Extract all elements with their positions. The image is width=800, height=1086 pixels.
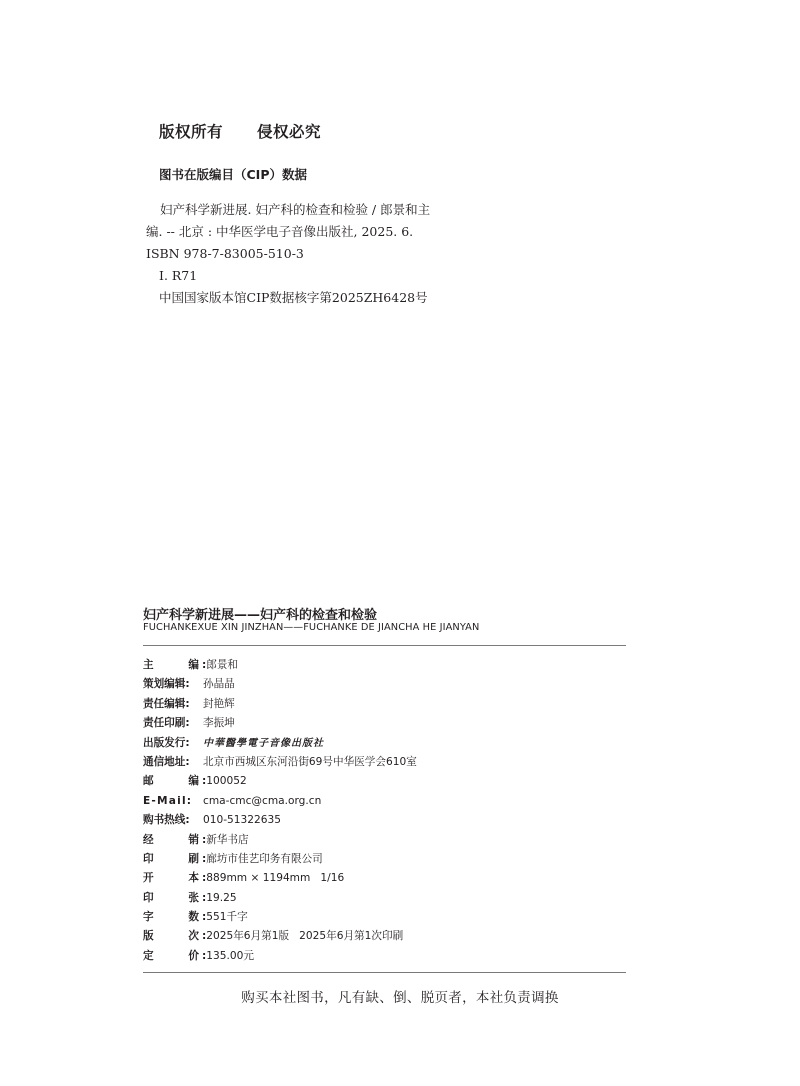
info-row-resp-editor	[143, 695, 626, 714]
defect-exchange-notice: 购买本社图书，凡有缺、倒、脱页者，本社负责调换	[241, 990, 559, 1006]
info-row-resp-print	[143, 714, 626, 733]
info-label: 邮 编	[143, 775, 199, 788]
info-value: 李振坤	[203, 717, 235, 730]
info-label: 字 数	[143, 911, 199, 924]
info-label: 印 张	[143, 891, 199, 904]
info-value: 2025年6月第1版 2025年6月第1次印刷	[206, 930, 404, 943]
info-row-planning	[143, 675, 626, 694]
info-row-edition: 版 次 : 2025年6月第1版 2025年6月第1次印刷	[143, 927, 626, 946]
info-row-price: 定 价 : 135.00元	[143, 947, 626, 966]
info-value: 北京市西城区东河沿街69号中华医学会610室	[203, 755, 417, 768]
info-label: 出版发行:	[143, 736, 190, 749]
info-row-format: 开 本 : 889mm × 1194mm 1/16	[143, 869, 626, 888]
divider-bottom	[143, 972, 626, 973]
info-row-address	[143, 753, 626, 772]
cip-line: Ⅰ. R71	[159, 268, 198, 283]
info-label: 定 价	[143, 949, 199, 962]
info-value: 19.25	[206, 891, 237, 904]
info-label: 责任印刷:	[143, 717, 190, 730]
info-label: 策划编辑:	[143, 678, 190, 691]
info-value: 889mm × 1194mm 1/16	[206, 872, 345, 885]
info-value: 551千字	[206, 911, 248, 924]
info-row-sheets: 印 张 : 19.25	[143, 889, 626, 908]
publisher-calligraphy-logo: 中華醫學電子音像出版社	[203, 737, 324, 749]
divider-top	[143, 645, 626, 646]
info-value: 100052	[206, 775, 247, 788]
info-row-hotline	[143, 811, 626, 830]
info-row-publisher	[143, 734, 626, 753]
info-label: 开 本	[143, 872, 199, 885]
cip-line: 妇产科学新进展. 妇产科的检查和检验 / 郎景和主	[160, 202, 431, 217]
copyright-notice	[159, 120, 321, 142]
info-label: E-Mail:	[143, 794, 193, 807]
cip-line: 编. -- 北京 : 中华医学电子音像出版社, 2025. 6.	[146, 224, 414, 239]
cip-data-block	[146, 199, 476, 309]
info-value: 新华书店	[206, 833, 249, 846]
info-label: 印 刷	[143, 852, 199, 865]
info-row-postcode: 邮 编 : 100052	[143, 772, 626, 791]
info-label: 责任编辑:	[143, 697, 190, 710]
info-row-distributor: 经 销 : 新华书店	[143, 831, 626, 850]
cip-line: ISBN 978-7-83005-510-3	[146, 246, 304, 261]
cip-heading: 图书在版编目（CIP）数据	[159, 167, 307, 182]
info-row-printer: 印 刷 : 廊坊市佳艺印务有限公司	[143, 850, 626, 869]
info-value: 封艳辉	[203, 697, 235, 710]
info-label: 版 次	[143, 930, 199, 943]
info-label: 经 销	[143, 833, 199, 846]
info-label: 购书热线:	[143, 814, 190, 827]
copyright-left: 版权所有	[159, 123, 224, 141]
info-value: 010-51322635	[203, 814, 281, 827]
cip-line: 中国国家版本馆CIP数据核字第2025ZH6428号	[159, 290, 428, 305]
info-value: cma-cmc@cma.org.cn	[203, 794, 322, 807]
book-title-pinyin: FUCHANKEXUE XIN JINZHAN——FUCHANKE DE JIANCHA HE JIANYAN	[143, 622, 480, 633]
info-value: 孙晶晶	[203, 678, 235, 691]
publication-info	[143, 656, 626, 966]
info-row-editor: 主 编 : 郎景和	[143, 656, 626, 675]
info-value: 郎景和	[206, 659, 239, 671]
copyright-right: 侵权必究	[257, 123, 322, 141]
info-label: 通信地址:	[143, 755, 190, 768]
info-row-email	[143, 792, 626, 811]
info-label: 主 编	[143, 659, 199, 671]
info-value: 135.00元	[206, 949, 254, 962]
book-title: 妇产科学新进展——妇产科的检查和检验	[143, 608, 378, 623]
info-row-words: 字 数 : 551千字	[143, 908, 626, 927]
info-value: 廊坊市佳艺印务有限公司	[206, 852, 323, 865]
